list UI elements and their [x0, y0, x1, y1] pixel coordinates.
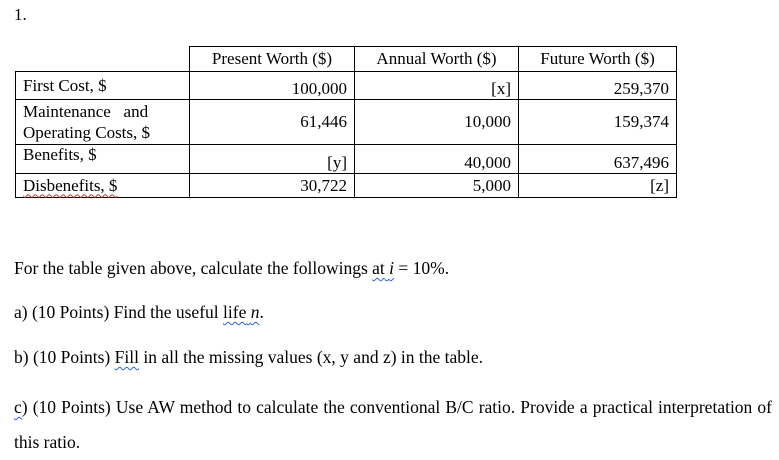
part-c-text: ) (10 Points) Use AW method to calculate the conventional B/C ratio. Provide a practical interpretation of this ratio.: [14, 397, 772, 452]
cell-disbenefits-fw: [z]: [519, 174, 677, 198]
cell-maintenance-pw: 61,446: [190, 100, 355, 145]
cell-benefits-pw: [y]: [190, 145, 355, 174]
row-label-maintenance-line1: Maintenance and: [23, 102, 149, 121]
useful-life-symbol: n: [250, 302, 260, 322]
header-blank-cell: [16, 47, 190, 72]
part-a: [14, 302, 264, 323]
interest-rate-symbol: i: [389, 258, 395, 278]
row-label-disbenefits: [16, 174, 190, 198]
table-header-row: [16, 47, 677, 72]
part-b: b) (10 Points) Fill in all the missing values (x, y and z) in the table.: [14, 347, 484, 367]
cell-disbenefits-pw: 30,722: [190, 174, 355, 198]
cell-maintenance-aw: 10,000: [355, 100, 519, 145]
intro-rate: = 10%.: [394, 258, 450, 278]
worth-table: [15, 46, 677, 198]
part-c-letter: c: [14, 397, 22, 417]
row-label-maintenance-line2: Operating Costs, $: [23, 123, 151, 142]
intro-text: For the table given above, calculate the followings: [14, 258, 373, 278]
header-annual-worth: Annual Worth ($): [355, 47, 519, 72]
at-i-grammar-mark: [372, 258, 394, 278]
part-a-life-word: life: [223, 302, 247, 322]
disbenefits-spell-mark: Disbenefits, $: [23, 175, 118, 195]
part-a-text: a) (10 Points) Find the useful: [14, 302, 224, 322]
cell-first-cost-pw: 100,000: [190, 72, 355, 100]
cell-maintenance-fw: 159,374: [519, 100, 677, 145]
cell-benefits-fw: 637,496: [519, 145, 677, 174]
row-label-first-cost: First Cost, $: [16, 72, 190, 100]
table-row: [16, 145, 677, 174]
table-row: [16, 100, 677, 145]
header-future-worth: Future Worth ($): [519, 47, 677, 72]
cell-first-cost-fw: 259,370: [519, 72, 677, 100]
row-label-maintenance: [16, 100, 190, 145]
cell-disbenefits-aw: 5,000: [355, 174, 519, 198]
cell-first-cost-aw: [x]: [355, 72, 519, 100]
table-row: [16, 174, 677, 198]
part-b-text: in all the missing values (x, y and z) in the table.: [138, 347, 484, 367]
fill-grammar-mark: Fill: [114, 347, 139, 367]
question-number: 1.: [14, 5, 27, 24]
table-row: [16, 72, 677, 100]
cell-benefits-aw: 40,000: [355, 145, 519, 174]
part-a-period: .: [259, 302, 264, 322]
part-c: [14, 390, 772, 460]
header-present-worth: Present Worth ($): [190, 47, 355, 72]
intro-at-word: at: [372, 258, 385, 278]
intro-sentence: [14, 258, 449, 279]
life-n-grammar-mark: [223, 302, 259, 322]
row-label-benefits: Benefits, $: [16, 145, 190, 174]
